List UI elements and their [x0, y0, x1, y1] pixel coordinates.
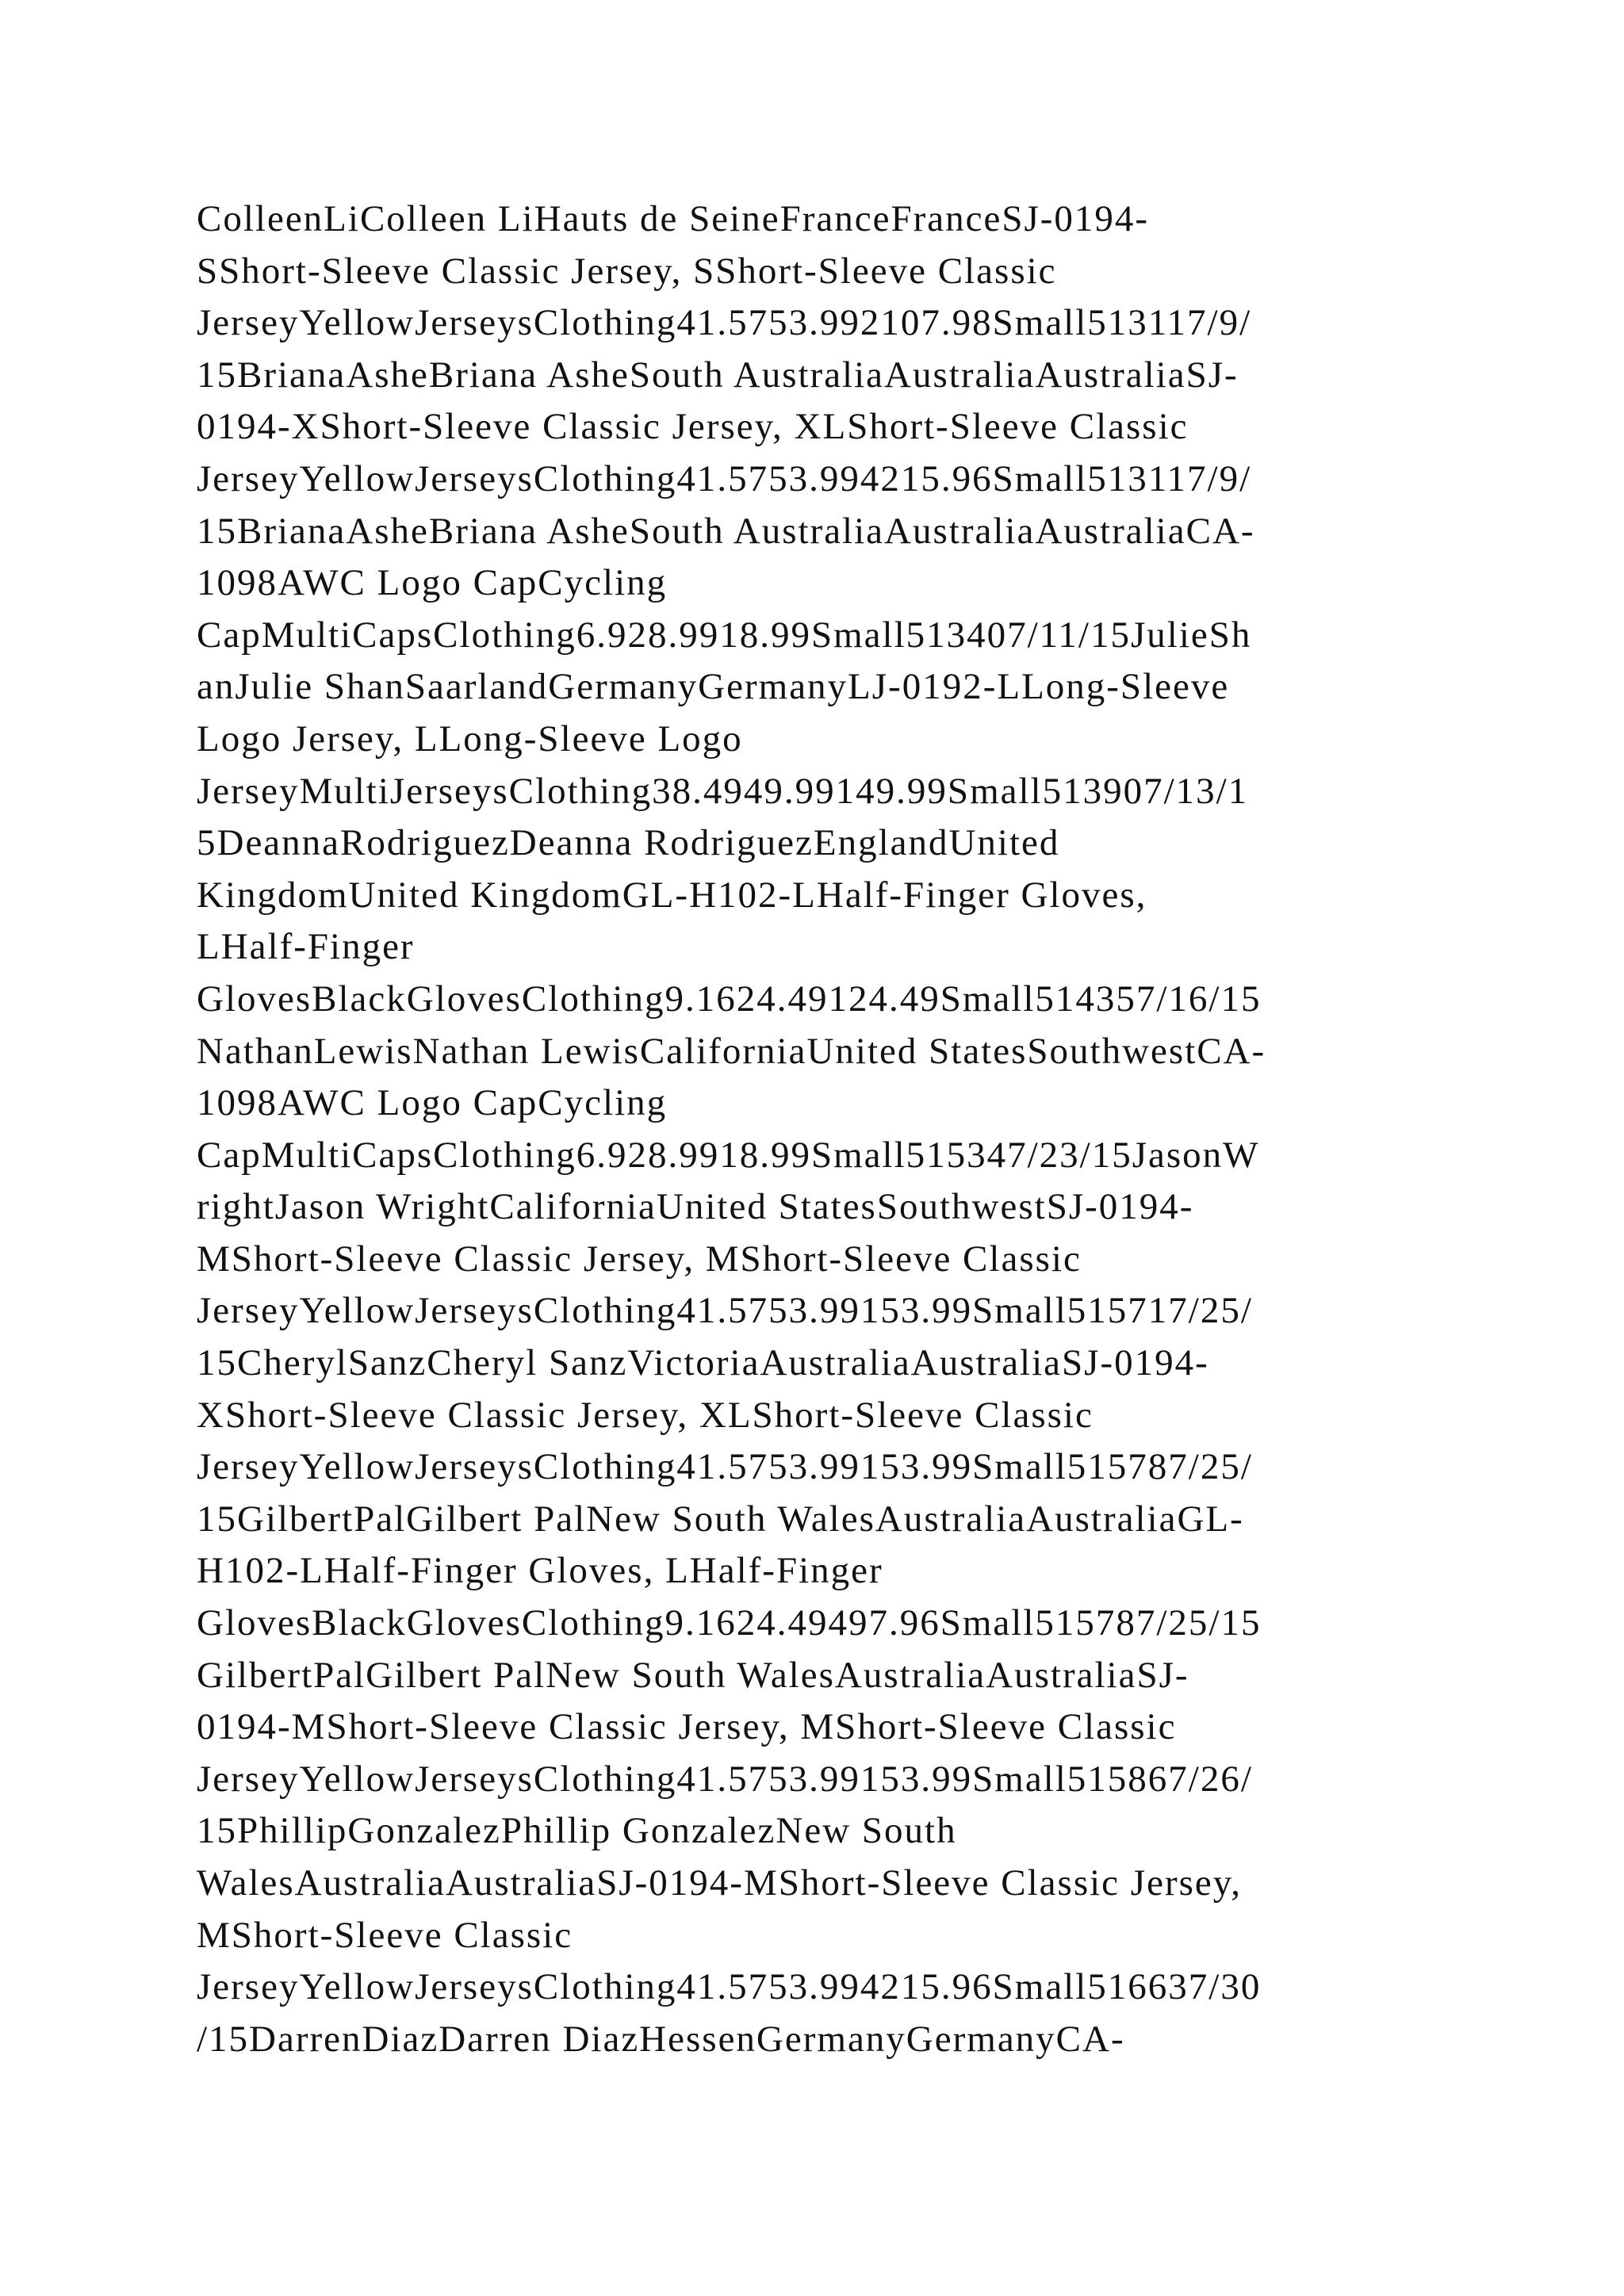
text-line-8: 1098AWC Logo CapCycling [197, 562, 668, 604]
text-line-6: JerseyYellowJerseysClothing41.5753.994215.96Small513117/9/ [197, 457, 1252, 499]
text-line-12: JerseyMultiJerseysClothing38.4949.99149.99Small513907/13/1 [197, 770, 1249, 812]
text-line-35: JerseyYellowJerseysClothing41.5753.994215.96Small516637/30 [197, 1966, 1262, 2008]
text-line-29: GilbertPalGilbert PalNew South WalesAustraliaAustraliaSJ- [197, 1654, 1189, 1696]
text-line-14: KingdomUnited KingdomGL-H102-LHalf-Finger Gloves, [197, 874, 1147, 916]
text-line-31: JerseyYellowJerseysClothing41.5753.99153.99Small515867/26/ [197, 1758, 1253, 1800]
text-line-2: SShort-Sleeve Classic Jersey, SShort-Sleeve Classic [197, 250, 1057, 292]
text-line-15: LHalf-Finger [197, 926, 415, 968]
text-line-26: 15GilbertPalGilbert PalNew South WalesAustraliaAustraliaGL- [197, 1498, 1244, 1540]
document-text [197, 193, 1450, 2065]
text-line-13: 5DeannaRodriguezDeanna RodriguezEnglandUnited [197, 822, 1060, 864]
text-line-25: JerseyYellowJerseysClothing41.5753.99153.99Small515787/25/ [197, 1446, 1253, 1488]
text-line-9: CapMultiCapsClothing6.928.9918.99Small513407/11/15JulieSh [197, 614, 1252, 656]
text-line-16: GlovesBlackGlovesClothing9.1624.49124.49Small514357/16/15 [197, 978, 1262, 1020]
text-line-4: 15BrianaAsheBriana AsheSouth AustraliaAustraliaAustraliaSJ- [197, 354, 1239, 396]
text-line-24: XShort-Sleeve Classic Jersey, XLShort-Sleeve Classic [197, 1394, 1094, 1436]
text-line-18: 1098AWC Logo CapCycling [197, 1082, 668, 1124]
text-line-10: anJulie ShanSaarlandGermanyGermanyLJ-0192-LLong-Sleeve [197, 666, 1230, 708]
text-line-3: JerseyYellowJerseysClothing41.5753.992107.98Small513117/9/ [197, 302, 1252, 344]
text-line-17: NathanLewisNathan LewisCaliforniaUnited StatesSouthwestCA- [197, 1030, 1266, 1072]
text-line-20: rightJason WrightCaliforniaUnited StatesSouthwestSJ-0194- [197, 1186, 1194, 1228]
text-line-11: Logo Jersey, LLong-Sleeve Logo [197, 718, 743, 760]
text-line-28: GlovesBlackGlovesClothing9.1624.49497.96Small515787/25/15 [197, 1602, 1262, 1644]
text-line-27: H102-LHalf-Finger Gloves, LHalf-Finger [197, 1550, 883, 1592]
text-line-22: JerseyYellowJerseysClothing41.5753.99153.99Small515717/25/ [197, 1290, 1253, 1332]
text-line-7: 15BrianaAsheBriana AsheSouth AustraliaAustraliaAustraliaCA- [197, 510, 1255, 552]
text-line-36: /15DarrenDiazDarren DiazHessenGermanyGermanyCA- [197, 2018, 1125, 2060]
text-line-33: WalesAustraliaAustraliaSJ-0194-MShort-Sleeve Classic Jersey, [197, 1862, 1242, 1904]
text-line-23: 15CherylSanzCheryl SanzVictoriaAustraliaAustraliaSJ-0194- [197, 1342, 1209, 1384]
text-line-19: CapMultiCapsClothing6.928.9918.99Small515347/23/15JasonW [197, 1134, 1260, 1176]
text-line-21: MShort-Sleeve Classic Jersey, MShort-Sleeve Classic [197, 1238, 1082, 1280]
text-line-34: MShort-Sleeve Classic [197, 1914, 573, 1956]
text-line-30: 0194-MShort-Sleeve Classic Jersey, MShort-Sleeve Classic [197, 1706, 1177, 1748]
text-line-5: 0194-XShort-Sleeve Classic Jersey, XLShort-Sleeve Classic [197, 406, 1189, 448]
text-line-32: 15PhillipGonzalezPhillip GonzalezNew South [197, 1810, 957, 1852]
text-line-1: ColleenLiColleen LiHauts de SeineFranceFranceSJ-0194- [197, 198, 1150, 239]
